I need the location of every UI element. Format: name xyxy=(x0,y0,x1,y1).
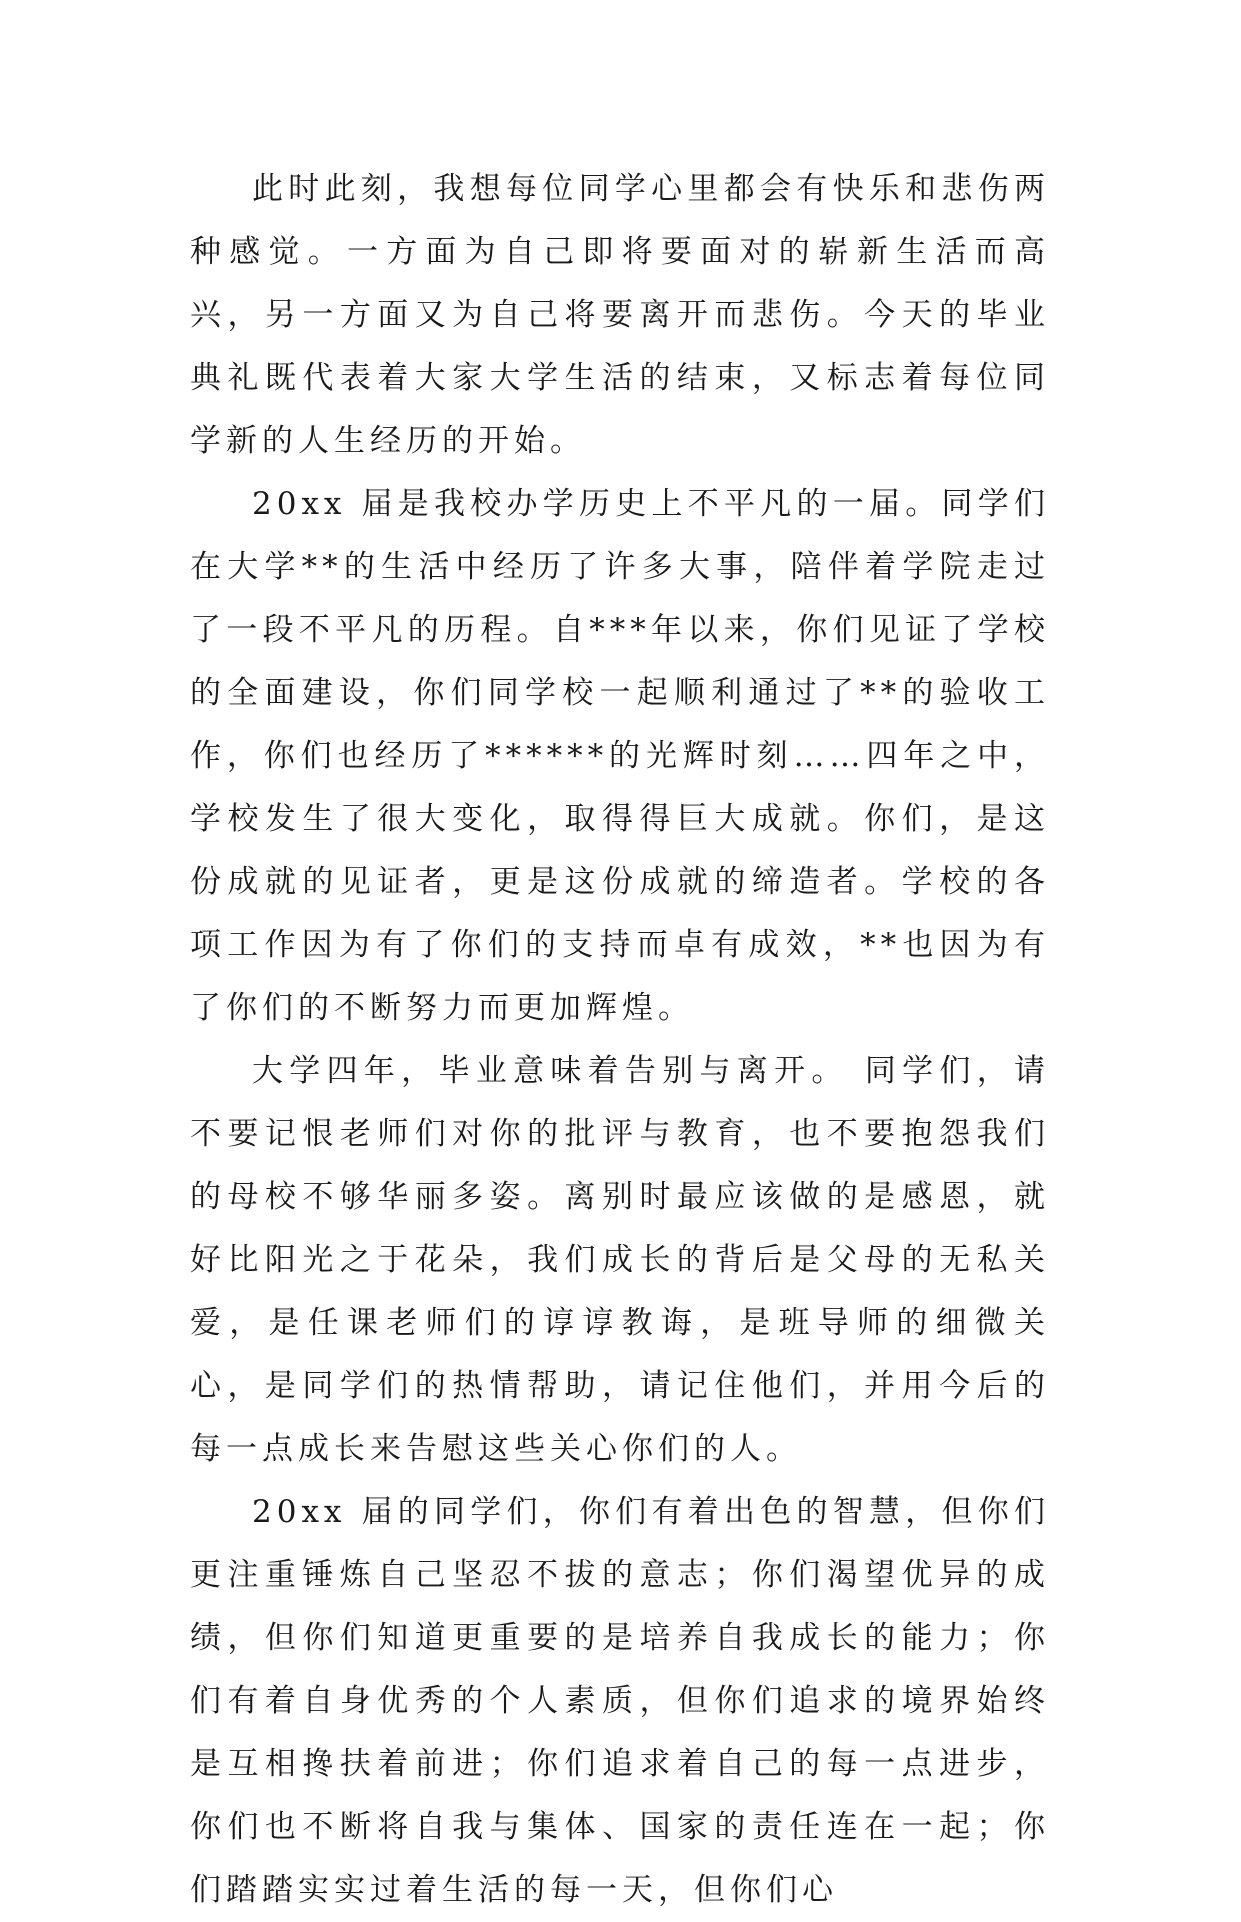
paragraph-4: 20xx 届的同学们，你们有着出色的智慧，但你们更注重锤炼自己坚忍不拔的意志；你们渴望优异的成绩，但你们知道更重要的是培养自我成长的能力；你们有着自身优秀的个人素质，但你们追求的境界始终是互相搀扶着前进；你们追求着自己的每一点进步，你们也不断将自我与集体、国家的责任连在一起；你们踏踏实实过着生活的每一天，但你们心 xyxy=(190,1494,1050,1908)
paragraph-2: 20xx 届是我校办学历史上不平凡的一届。同学们在大学**的生活中经历了许多大事，陪伴着学院走过了一段不平凡的历程。自***年以来，你们见证了学校的全面建设，你们同学校一起顺利通过了**的验收工作，你们也经历了******的光辉时刻……四年之中，学校发生了很大变化，取得得巨大成就。你们，是这份成就的见证者，更是这份成就的缔造者。学校的各项工作因为有了你们的支持而卓有成效，**也因为有了你们的不断努力而更加辉煌。 xyxy=(190,486,1050,1026)
document-body xyxy=(190,158,1050,1922)
paragraph-3: 大学四年，毕业意味着告别与离开。 同学们，请不要记恨老师们对你的批评与教育，也不要抱怨我们的母校不够华丽多姿。离别时最应该做的是感恩，就好比阳光之于花朵，我们成长的背后是父母的无私关爱，是任课老师们的谆谆教诲，是班导师的细微关心，是同学们的热情帮助，请记住他们，并用今后的每一点成长来告慰这些关心你们的人。 xyxy=(190,1053,1050,1467)
paragraph-1: 此时此刻，我想每位同学心里都会有快乐和悲伤两种感觉。一方面为自己即将要面对的崭新生活而高兴，另一方面又为自己将要离开而悲伤。今天的毕业典礼既代表着大家大学生活的结束，又标志着每位同学新的人生经历的开始。 xyxy=(190,171,1050,459)
